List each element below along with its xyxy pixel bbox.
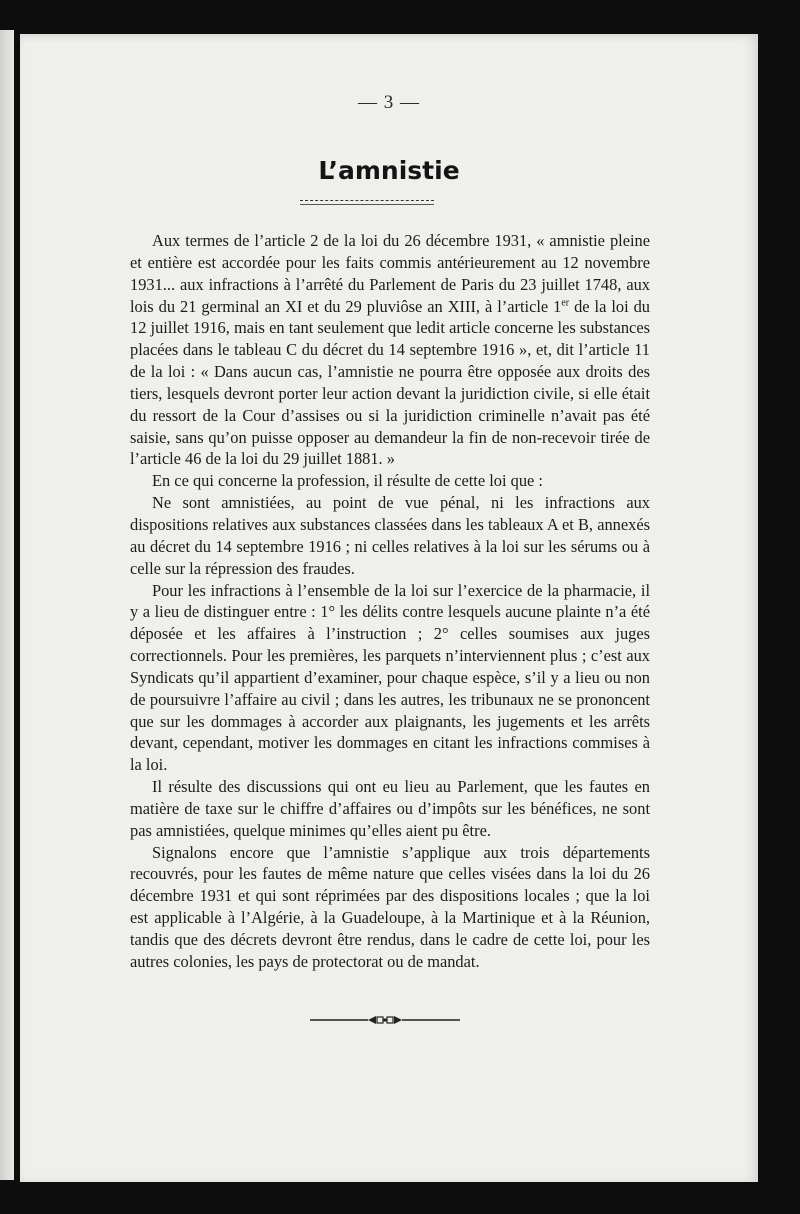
paragraph-6: Signalons encore que l’amnistie s’applique aux trois départements recouvrés, pour les fautes de même nature que celles visées dans la loi du 26 décembre 1931 et qui sont réprimées par des dispositions locales ; que la loi est applicable à l’Algérie, à la Guadeloupe, à la Martinique et à la Réunion, tandis que des décrets devront être rendus, dans le cadre de cette loi, pour les autres colonies, les pays de protectorat ou de mandat.: [130, 842, 650, 971]
paragraph-1: Aux termes de l’article 2 de la loi du 26 décembre 1931, « amnistie pleine et entière est accordée pour les faits commis antérieurement au 12 novembre 1931... aux infractions à l’arrêté du Parlement de Paris du 23 juillet 1748, aux lois du 21 germinal an XI et du 29 pluviôse an XIII, à l’article 1er de la loi du 12 juillet 1916, mais en tant seulement que ledit article concerne les substances placées dans le tableau C du décret du 14 septembre 1916 », et, dit l’article 11 de la loi : « Dans aucun cas, l’amnistie ne pourra être opposée aux droits des tiers, lesquels devront porter leur action devant la juridiction civile, si elle était du ressort de la Cour d’assises ou si la juridiction criminelle n’avait pas été saisie, sans qu’on puisse opposer au demandeur la fin de non-recevoir tirée de l’article 46 de la loi du 29 juillet 1881. »: [130, 231, 650, 469]
article-body: [130, 230, 650, 973]
paragraph-3: Ne sont amnistiées, au point de vue pénal, ni les infractions aux dispositions relatives aux substances classées dans les tableaux A et B, annexés au décret du 14 septembre 1916 ; ni celles relatives à la loi sur les sérums ou à celle sur la répression des fraudes.: [130, 493, 650, 578]
paragraph-2: En ce qui concerne la profession, il résulte de cette loi que :: [152, 471, 543, 491]
title-underline-solid: [300, 204, 434, 205]
page-title: L’amnistie: [318, 156, 460, 185]
paragraph-4: Pour les infractions à l’ensemble de la loi sur l’exercice de la pharmacie, il y a lieu de distinguer entre : 1° les délits contre lesquels aucune plainte n’a été déposée et les affaires à l’instruction ; 2° celles soumises aux juges correctionnels. Pour les premières, les parquets n’interviennent plus ; c’est aux Syndicats qu’il appartient d’examiner, pour chaque espèce, s’il y a lieu ou non de poursuivre l’affaire au civil ; dans les autres, les tribunaux ne se prononcent que sur les dommages à accorder aux plaignants, les jugements et les arrêts devant, cependant, motiver les dommages en citant les infractions commises à la loi.: [130, 580, 650, 775]
document-page: [20, 34, 758, 1182]
title-underline: [300, 200, 434, 201]
paragraph-5: Il résulte des discussions qui ont eu lieu au Parlement, que les fautes en matière de taxe sur le chiffre d’affaires ou d’impôts sur les bénéfices, ne sont pas amnistiées, quelque minimes qu’elles aient pu être.: [130, 777, 650, 840]
adjacent-page-edge: [0, 30, 14, 1180]
end-ornament-icon: [310, 1013, 460, 1027]
page-number: — 3 —: [358, 92, 420, 113]
